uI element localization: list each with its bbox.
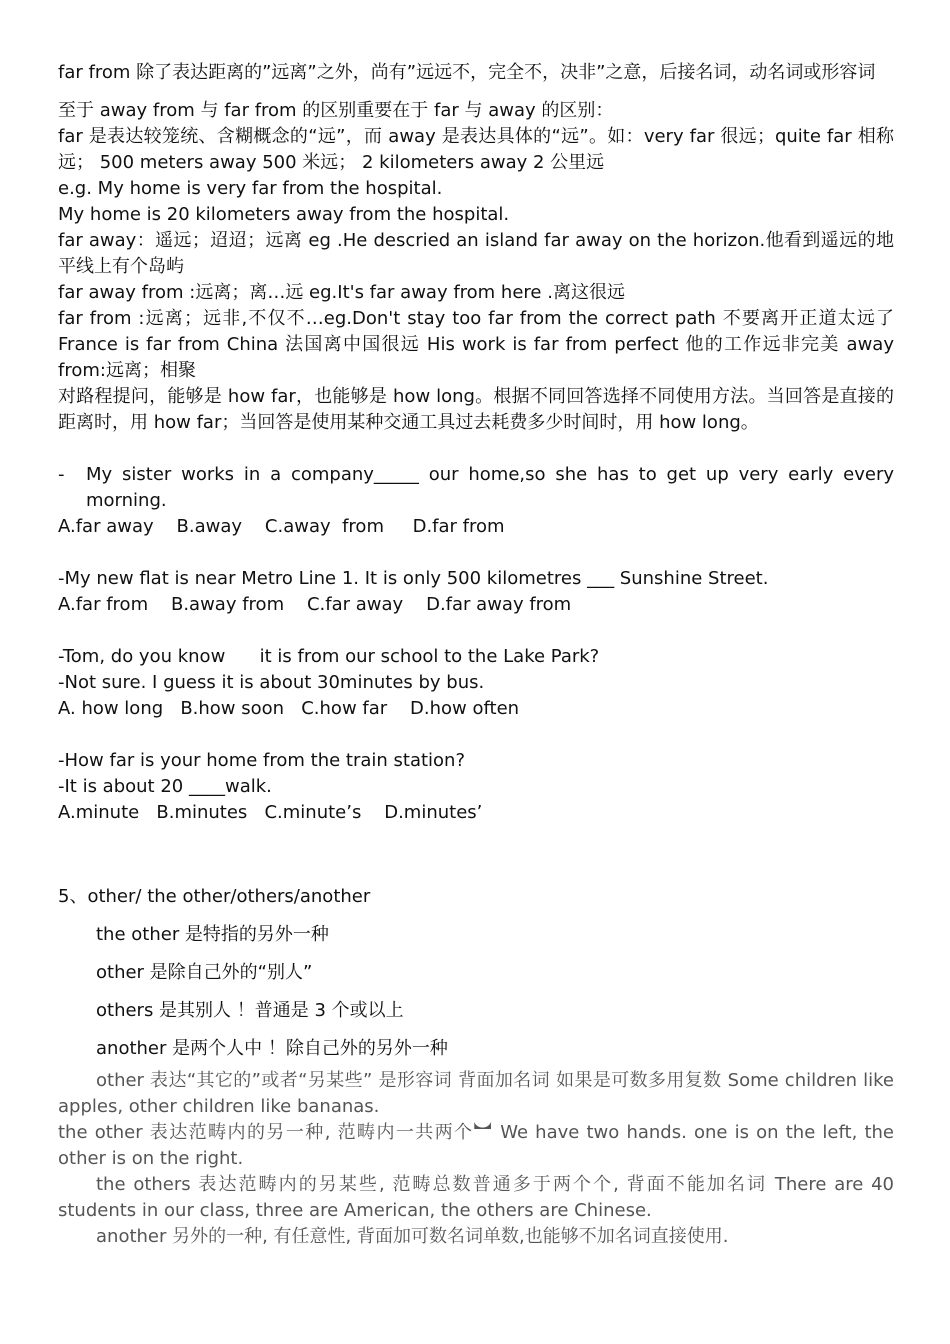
question-3-options: A. how long B.how soon C.how far D.how often	[58, 698, 520, 719]
line-example-1: e.g. My home is very far from the hospital.	[58, 178, 443, 199]
bullet-mark: -	[58, 464, 65, 485]
question-1-options: A.far away B.away C.away from D.far from	[58, 516, 505, 537]
spacer	[58, 540, 894, 566]
line-far-away-from: far away from :远离；离…远 eg.It's far away from here .离这很远	[58, 282, 625, 303]
question-4-text-1: -How far is your home from the train station?	[58, 750, 466, 771]
line-how-far-how-long: 对路程提问，能够是 how far，也能够是 how long。根据不同回答选择不同使用方法。当回答是直接的距离时，用 how far；当回答是使用某种交通工具过去耗费多少时间时，用 how long。	[58, 386, 894, 433]
question-2-text: -My new flat is near Metro Line 1. It is only 500 kilometres ___ Sunshine Street.	[58, 568, 769, 589]
detail-the-others: the others 表达范畴内的另某些, 范畴总数普通多于两个个, 背面不能加名词 There are 40 students in our class, three are American, the others are Chinese.	[58, 1174, 894, 1221]
spacer	[58, 618, 894, 644]
section-5-item: another 是两个人中 ！除自己外的另外一种	[96, 1038, 448, 1059]
spacer	[58, 826, 894, 878]
section-5-item: others 是其别人 ！普通是 3 个或以上	[96, 1000, 404, 1021]
detail-other: other 表达“其它的”或者“另某些” 是形容词 背面加名词 如果是可数多用复数 Some children like apples, other children like bananas.	[58, 1070, 894, 1117]
question-3-text-2: -Not sure. I guess it is about 30minutes by bus.	[58, 672, 485, 693]
question-2-options: A.far from B.away from C.far away D.far away from	[58, 594, 572, 615]
section-5-item: other 是除自己外的“别人”	[96, 962, 313, 983]
paragraph-far-from: far from 除了表达距离的”远离”之外，尚有”远远不，完全不，决非”之意，后接名词，动名词或形容词	[58, 62, 876, 83]
spacer	[58, 86, 894, 98]
question-4-text-2: -It is about 20 ____walk.	[58, 776, 272, 797]
question-1	[58, 462, 894, 514]
spacer	[58, 722, 894, 748]
document-body	[58, 60, 894, 1250]
detail-another: another 另外的一种, 有任意性, 背面加可数名词单数,也能够不加名词直接使用.	[96, 1226, 729, 1247]
detail-the-other: the other 表达范畴内的另一种, 范畴内一共两个︼ We have two hands. one is on the left, the other is on the right.	[58, 1122, 894, 1169]
question-1-text: My sister works in a company_____ our home,so she has to get up very early every morning.	[86, 464, 894, 511]
question-3-text-1: -Tom, do you know it is from our school to the Lake Park?	[58, 646, 600, 667]
section-5-details	[58, 1068, 894, 1250]
section-5-heading: 5、other/ the other/others/another	[58, 886, 371, 907]
spacer	[58, 436, 894, 462]
section-5-item: the other 是特指的另外一种	[96, 924, 329, 945]
line-example-2: My home is 20 kilometers away from the hospital.	[58, 204, 510, 225]
question-4-options: A.minute B.minutes C.minute’s D.minutes’	[58, 802, 483, 823]
line-far-away: far away：遥远；迢迢；远离 eg .He descried an island far away on the horizon.他看到遥远的地平线上有个岛屿	[58, 230, 894, 277]
line-far-vs-away: far 是表达较笼统、含糊概念的“远”，而 away 是表达具体的“远”。如：very far 很远；quite far 相称远； 500 meters away 500 米远； 2 kilometers away 2 公里远	[58, 126, 894, 173]
line-difference-intro: 至于 away from 与 far from 的区别重要在于 far 与 away 的区别：	[58, 100, 614, 121]
line-far-from-examples: far from :远离；远非,不仅不…eg.Don't stay too far from the correct path 不要离开正道太远了 France is far from China 法国离中国很远 His work is far from perfect 他的工作远非完美 away from:远离；相聚	[58, 308, 894, 381]
